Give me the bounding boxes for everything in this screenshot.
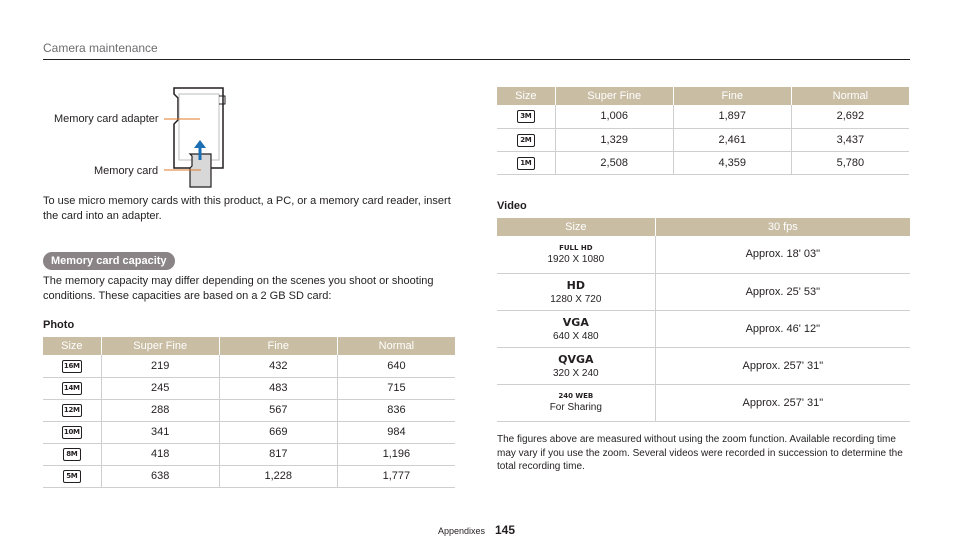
normal-cell: 984	[337, 421, 455, 443]
video-size-icon: FULL HD	[559, 243, 593, 252]
super-fine-cell: 418	[101, 443, 219, 465]
section-title: Camera maintenance	[43, 41, 158, 55]
fine-cell: 2,461	[673, 128, 791, 151]
video-size-icon: HD	[566, 278, 585, 292]
video-size-cell	[497, 236, 655, 273]
capacity-paragraph: The memory capacity may differ depending on the scenes you shoot or shooting conditions. These capacities are based on a 2 GB SD card:	[43, 275, 434, 302]
video-size-icon: QVGA	[558, 352, 594, 366]
super-fine-cell: 2,508	[555, 151, 673, 174]
normal-cell: 1,196	[337, 443, 455, 465]
table-row	[497, 151, 909, 174]
fine-cell: 432	[219, 355, 337, 377]
size-cell	[497, 151, 555, 174]
recording-time-cell: Approx. 257' 31"	[655, 384, 910, 421]
super-fine-cell: 638	[101, 465, 219, 487]
table-row	[43, 421, 455, 443]
fine-cell: 817	[219, 443, 337, 465]
table-row	[497, 384, 910, 421]
recording-time-cell: Approx. 257' 31"	[655, 347, 910, 384]
normal-cell: 3,437	[791, 128, 909, 151]
recording-time-cell: Approx. 25' 53"	[655, 273, 910, 310]
resolution-icon: 16M	[62, 360, 82, 373]
super-fine-cell: 288	[101, 399, 219, 421]
fine-cell: 669	[219, 421, 337, 443]
col-fine: Fine	[219, 337, 337, 355]
resolution-icon: 3M	[517, 110, 535, 123]
size-cell	[43, 399, 101, 421]
table-row	[497, 236, 910, 273]
video-size-cell	[497, 273, 655, 310]
header-rule	[43, 59, 910, 60]
photo-capacity-table-continued	[497, 87, 909, 175]
recording-time-cell: Approx. 18' 03"	[655, 236, 910, 273]
size-cell	[43, 443, 101, 465]
col-size: Size	[43, 337, 101, 355]
size-cell	[43, 421, 101, 443]
super-fine-cell: 341	[101, 421, 219, 443]
video-resolution: 640 X 480	[553, 330, 599, 342]
adapter-callout-label: Memory card adapter	[54, 113, 159, 125]
video-note: The figures above are measured without using the zoom function. Available recording time may vary if you use the zoom. Several videos were recorded in succession to determine the total recording time.	[497, 434, 903, 472]
fine-cell: 567	[219, 399, 337, 421]
normal-cell: 5,780	[791, 151, 909, 174]
adapter-diagram	[43, 84, 303, 194]
normal-cell: 715	[337, 377, 455, 399]
video-resolution: 1280 X 720	[550, 293, 602, 305]
resolution-icon: 1M	[517, 157, 535, 170]
table-header-row	[43, 337, 455, 355]
video-resolution: 1920 X 1080	[547, 253, 605, 265]
resolution-icon: 5M	[63, 470, 81, 483]
video-size-icon: 240 WEB	[558, 392, 594, 400]
table-row	[497, 347, 910, 384]
super-fine-cell: 219	[101, 355, 219, 377]
resolution-icon: 2M	[517, 134, 535, 147]
col-30fps: 30 fps	[655, 218, 910, 236]
normal-cell: 2,692	[791, 105, 909, 128]
table-row	[43, 355, 455, 377]
table-row	[43, 377, 455, 399]
normal-cell: 836	[337, 399, 455, 421]
size-cell	[497, 105, 555, 128]
table-row	[497, 128, 909, 151]
size-cell	[43, 465, 101, 487]
recording-time-cell: Approx. 46' 12"	[655, 310, 910, 347]
table-row	[497, 310, 910, 347]
col-normal: Normal	[791, 87, 909, 105]
size-cell	[43, 355, 101, 377]
resolution-icon: 12M	[62, 404, 82, 417]
video-capacity-table	[497, 218, 910, 422]
video-size-cell	[497, 310, 655, 347]
super-fine-cell: 1,006	[555, 105, 673, 128]
fine-cell: 483	[219, 377, 337, 399]
col-normal: Normal	[337, 337, 455, 355]
table-row	[497, 105, 909, 128]
table-row	[43, 399, 455, 421]
size-cell	[43, 377, 101, 399]
card-callout-label: Memory card	[94, 165, 159, 177]
table-row	[43, 443, 455, 465]
col-super-fine: Super Fine	[555, 87, 673, 105]
col-size: Size	[497, 87, 555, 105]
video-label: Video	[497, 200, 527, 212]
photo-label: Photo	[43, 319, 75, 331]
table-header-row	[497, 87, 909, 105]
resolution-icon: 10M	[62, 426, 82, 439]
col-fine: Fine	[673, 87, 791, 105]
video-size-cell	[497, 347, 655, 384]
size-cell	[497, 128, 555, 151]
fine-cell: 4,359	[673, 151, 791, 174]
video-size-icon: VGA	[562, 315, 589, 329]
normal-cell: 640	[337, 355, 455, 377]
memory-card-illustration	[43, 84, 303, 194]
fine-cell: 1,897	[673, 105, 791, 128]
col-super-fine: Super Fine	[101, 337, 219, 355]
super-fine-cell: 1,329	[555, 128, 673, 151]
photo-capacity-table	[43, 337, 455, 488]
video-resolution: For Sharing	[549, 402, 602, 413]
resolution-icon: 8M	[63, 448, 81, 461]
video-resolution: 320 X 240	[553, 367, 599, 379]
footer-label: Appendixes	[438, 526, 486, 536]
page-number: 145	[495, 523, 516, 537]
resolution-icon: 14M	[62, 382, 82, 395]
super-fine-cell: 245	[101, 377, 219, 399]
col-size: Size	[497, 218, 655, 236]
table-header-row	[497, 218, 910, 236]
intro-paragraph: To use micro memory cards with this product, a PC, or a memory card reader, insert the card into an adapter.	[43, 195, 451, 222]
table-row	[43, 465, 455, 487]
video-size-cell	[497, 384, 655, 421]
fine-cell: 1,228	[219, 465, 337, 487]
normal-cell: 1,777	[337, 465, 455, 487]
table-row	[497, 273, 910, 310]
capacity-badge: Memory card capacity	[43, 252, 175, 270]
